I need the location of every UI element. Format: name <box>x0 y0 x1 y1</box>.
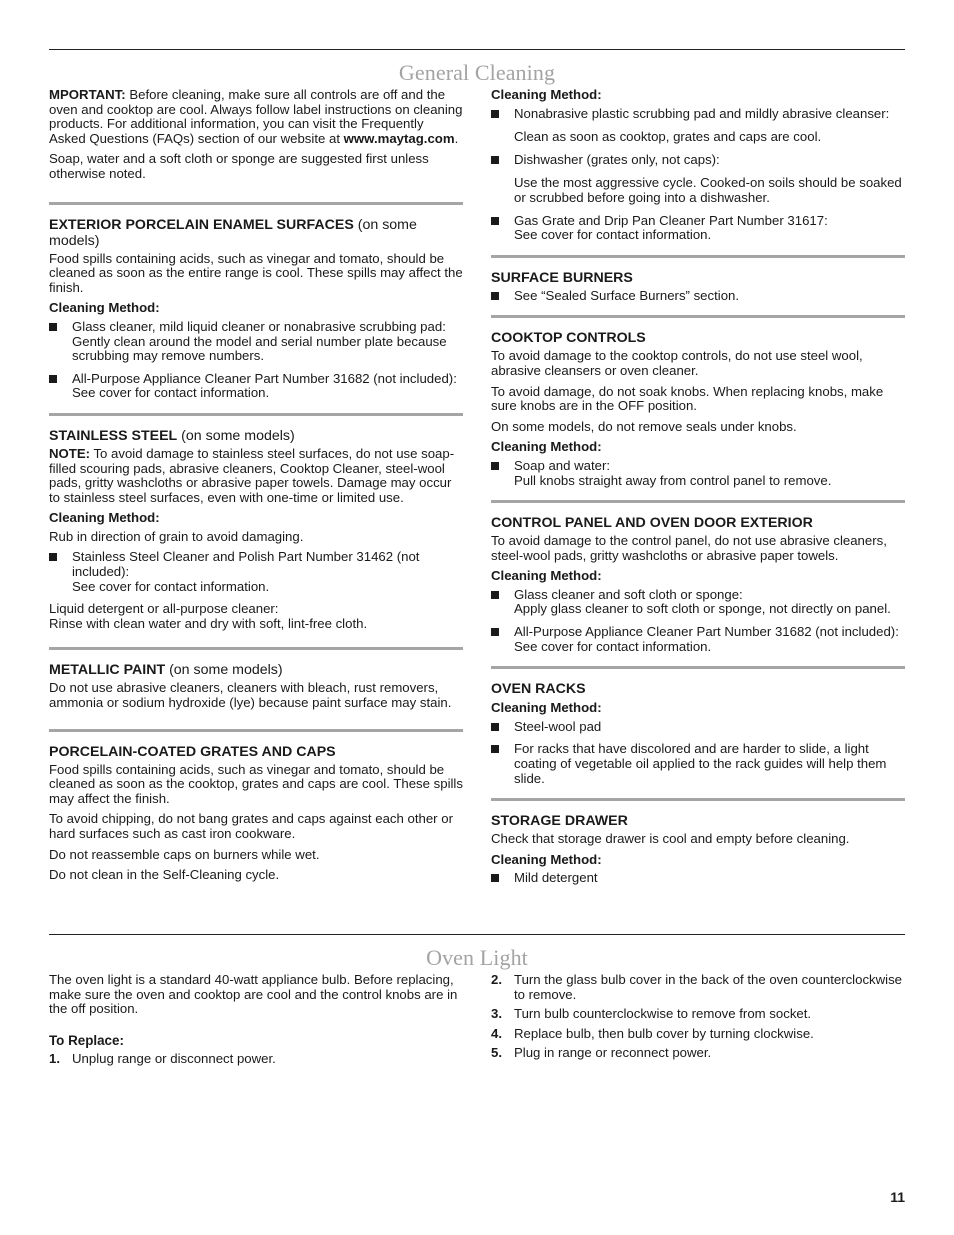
list-item: Soap and water: Pull knobs straight away from control panel to remove. <box>491 459 905 488</box>
list-item: Nonabrasive plastic scrubbing pad and mildly abrasive cleanser: Clean as soon as cooktop, grates and caps are cool. <box>491 107 905 145</box>
section-stainless-steel: STAINLESS STEEL (on some models) NOTE: To avoid damage to stainless steel surfaces, do not use soap-filled scouring pads, abrasive cleaners, Cooktop Cleaner, steel-wool pads, gritty washcloths or abrasive paper towels. Damage may occur to stainless steel surfaces, even with one-time or limited use. Cleaning Method: Rub in direction of grain to avoid damaging. Stainless Steel Cleaner and Polish Part Number 31462 (not included): See cover for contact information. Liquid detergent or all-purpose cleaner: Rinse with clean water and dry with soft, lint-free cloth. <box>49 413 463 632</box>
section-exterior-porcelain: EXTERIOR PORCELAIN ENAMEL SURFACES (on some models) Food spills containing acids, such as vinegar and tomato, should be cleaned as soon as the entire range is cool. These spills may affect the finish. Cleaning Method: Glass cleaner, mild liquid cleaner or nonabrasive scrubbing pad: Gently clean around the model and serial number plate because scrubbing may remove numbers. All-Purpose Appliance Cleaner Part Number 31682 (not included): See cover for contact information. <box>49 202 463 401</box>
list-item: Dishwasher (grates only, not caps): Use the most aggressive cycle. Cooked-on soils should be soaked or scrubbed before going into a dishwasher. <box>491 153 905 206</box>
oven-light-intro: The oven light is a standard 40-watt appliance bulb. Before replacing, make sure the oven and cooktop are cool and the control knobs are in the off position. <box>49 972 458 1017</box>
top-rule <box>49 49 905 50</box>
list-item: Glass cleaner and soft cloth or sponge: Apply glass cleaner to soft cloth or sponge, not directly on panel. <box>491 588 905 617</box>
website-link[interactable]: www.maytag.com <box>343 130 455 146</box>
important-paragraph: MPORTANT: Before cleaning, make sure all controls are off and the oven and cooktop are cool. Always follow label instructions on cleaning products. For additional information, you can visit the Frequently Asked Questions (FAQs) section of our website at www.maytag.com. <box>49 87 463 146</box>
list-item: 4. Replace bulb, then bulb cover by turning clockwise. <box>491 1025 814 1041</box>
list-item: 5. Plug in range or reconnect power. <box>491 1045 712 1061</box>
section-cooktop-controls: COOKTOP CONTROLS To avoid damage to the cooktop controls, do not use steel wool, abrasive cleansers or oven cleaner. To avoid damage, do not soak knobs. When replacing knobs, make sure knobs are in the OFF position. On some models, do not remove seals under knobs. Cleaning Method: Soap and water: Pull knobs straight away from control panel to remove. <box>491 315 905 488</box>
section-storage-drawer: STORAGE DRAWER Check that storage drawer is cool and empty before cleaning. Cleaning Method: Mild detergent <box>491 798 905 886</box>
list-item: 2. Turn the glass bulb cover in the back of the oven counterclockwise to remove. <box>491 972 903 1002</box>
replace-steps-right <box>491 973 905 1061</box>
section-grates-method: Cleaning Method: Nonabrasive plastic scrubbing pad and mildly abrasive cleanser: Clean as soon as cooktop, grates and caps are cool. Dishwasher (grates only, not caps): Use the most aggressive cycle. Cooked-on soils should be soaked or scrubbed before going into a dishwasher. Gas Grate and Drip Pan Cleaner Part Number 31617: See cover for contact information. <box>491 88 905 243</box>
list-item: See “Sealed Surface Burners” section. <box>491 289 905 304</box>
to-replace-heading: To Replace: <box>49 1032 124 1048</box>
heading-exterior-porcelain: EXTERIOR PORCELAIN ENAMEL SURFACES (on some models) <box>49 216 417 249</box>
list-item: All-Purpose Appliance Cleaner Part Number 31682 (not included): See cover for contact information. <box>49 372 463 401</box>
section-oven-racks: OVEN RACKS Cleaning Method: Steel-wool pad For racks that have discolored and are harder to slide, a light coating of vegetable oil applied to the rack guides will help them slide. <box>491 666 905 786</box>
list-item: Glass cleaner, mild liquid cleaner or nonabrasive scrubbing pad: Gently clean around the model and serial number plate because scrubbing may remove numbers. <box>49 320 463 364</box>
stainless-note: NOTE: To avoid damage to stainless steel surfaces, do not use soap-filled scouring pads, abrasive cleaners, Cooktop Cleaner, steel-wool pads, gritty washcloths or abrasive paper towels. Damage may occur to stainless steel surfaces, even with one-time or limited use. <box>49 445 455 505</box>
heading-storage-drawer: STORAGE DRAWER <box>491 813 628 830</box>
heading-metallic-paint: METALLIC PAINT (on some models) <box>49 662 283 679</box>
section-surface-burners <box>491 255 905 304</box>
section-grates-caps: PORCELAIN-COATED GRATES AND CAPS Food spills containing acids, such as vinegar and tomato, should be cleaned as soon as the cooktop, grates and caps are cool. These spills may affect the finish. To avoid chipping, do not bang grates and caps against each other or hard surfaces such as cast iron cookware. Do not reassemble caps on burners while wet. Do not clean in the Self-Cleaning cycle. <box>49 729 463 883</box>
section-control-panel: CONTROL PANEL AND OVEN DOOR EXTERIOR To avoid damage to the control panel, do not use abrasive cleaners, steel-wool pads, gritty washcloths or abrasive paper towels. Cleaning Method: Glass cleaner and soft cloth or sponge: Apply glass cleaner to soft cloth or sponge, not directly on panel. All-Purpose Appliance Cleaner Part Number 31682 (not included): See cover for contact information. <box>491 500 905 654</box>
list-item: Stainless Steel Cleaner and Polish Part Number 31462 (not included): See cover for contact information. <box>49 550 463 594</box>
section-title-general-cleaning: General Cleaning <box>398 60 556 85</box>
heading-cooktop-controls: COOKTOP CONTROLS <box>491 330 646 347</box>
list-item: Mild detergent <box>491 871 905 886</box>
list-item: For racks that have discolored and are harder to slide, a light coating of vegetable oil applied to the rack guides will help them slide. <box>491 742 905 786</box>
heading-grates-caps: PORCELAIN-COATED GRATES AND CAPS <box>49 743 336 760</box>
heading-oven-racks: OVEN RACKS <box>491 681 586 698</box>
soap-note: Soap, water and a soft cloth or sponge are suggested first unless otherwise noted. <box>49 151 429 181</box>
heading-stainless-steel: STAINLESS STEEL (on some models) <box>49 427 295 444</box>
heading-control-panel: CONTROL PANEL AND OVEN DOOR EXTERIOR <box>491 515 813 532</box>
right-column <box>491 88 905 894</box>
stainless-method-list <box>49 550 463 594</box>
oven-light-left <box>49 973 463 1071</box>
list-item: All-Purpose Appliance Cleaner Part Number 31682 (not included): See cover for contact information. <box>491 625 905 654</box>
replace-steps-left <box>49 1052 463 1067</box>
liquid-detergent-note: Liquid detergent or all-purpose cleaner: Rinse with clean water and dry with soft, lint-free cloth. <box>49 601 368 631</box>
section-title-oven-light: Oven Light <box>426 945 528 970</box>
section-metallic-paint: METALLIC PAINT (on some models) Do not use abrasive cleaners, cleaners with bleach, rust removers, ammonia or sodium hydroxide (lye) because paint surface may stain. <box>49 647 463 710</box>
list-item: Gas Grate and Drip Pan Cleaner Part Number 31617: See cover for contact information. <box>491 214 905 243</box>
list-item: 1. Unplug range or disconnect power. <box>49 1050 276 1066</box>
left-column <box>49 88 463 889</box>
list-item: 3. Turn bulb counterclockwise to remove from socket. <box>491 1006 812 1022</box>
oven-light-rule <box>49 934 905 935</box>
page-number: 11 <box>890 1189 905 1205</box>
list-item: Steel-wool pad <box>491 720 905 735</box>
oven-light-right <box>491 973 905 1066</box>
heading-surface-burners: SURFACE BURNERS <box>491 269 633 286</box>
exterior-method-list <box>49 320 463 401</box>
grates-method-list <box>491 107 905 243</box>
